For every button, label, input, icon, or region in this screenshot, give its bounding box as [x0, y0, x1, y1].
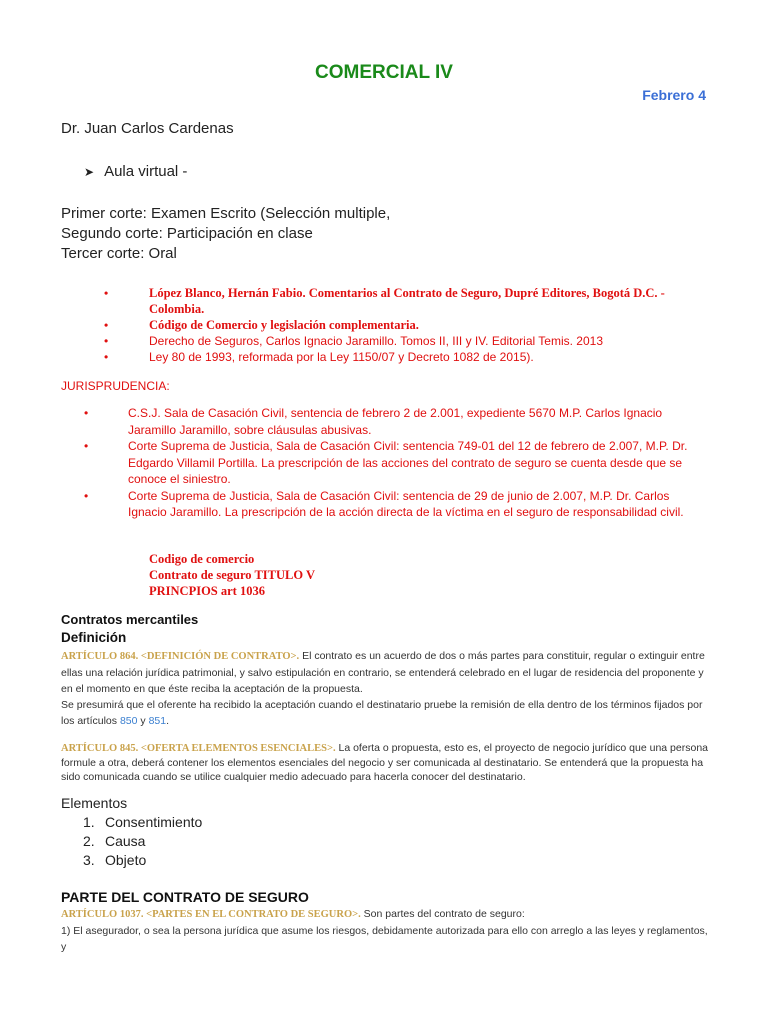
- codigo-block: [149, 551, 315, 599]
- article-851-link[interactable]: 851: [148, 715, 167, 727]
- article-text: Son partes del contrato de seguro:: [360, 908, 525, 920]
- reference-item: • López Blanco, Hernán Fabio. Comentarios al Contrato de Seguro, Dupré Editores, Bogotá D.C. - Colombia.: [104, 286, 665, 316]
- section-heading: PARTE DEL CONTRATO DE SEGURO: [61, 889, 309, 905]
- article-text: 1) El asegurador, o sea la persona jurídica que asume los riesgos, debidamente autorizada para ello con arreglo a las leyes y reglamentos, y: [61, 925, 708, 953]
- article-label: ARTÍCULO 1037. <PARTES EN EL CONTRATO DE SEGURO>.: [61, 909, 361, 920]
- jurisprudencia-item: • C.S.J. Sala de Casación Civil, sentencia de febrero 2 de 2.001, expediente 5670 M.P. Carlos Ignacio Jaramillo Jaramillo, sobre cláusulas abusivas.: [84, 406, 663, 437]
- article-850-link[interactable]: 850: [119, 715, 138, 727]
- codigo-line: Codigo de comercio: [149, 552, 255, 566]
- document-date: Febrero 4: [642, 87, 706, 103]
- jurisprudencia-list: [84, 405, 700, 521]
- article-845: [61, 741, 709, 784]
- elementos-heading: Elementos: [61, 795, 128, 811]
- article-text: La oferta o propuesta, esto es, el proyecto de negocio jurídico que una persona formule a otra, deberá contener los elementos esenciales del negocio y ser comunicada al destinatario. Se entenderá que la propuesta ha sido comunicada cuando se utilice cualquier medio adecuado para hacerla conocer del destinatario.: [61, 742, 708, 783]
- jurisprudencia-item: • Corte Suprema de Justicia, Sala de Casación Civil: sentencia 749-01 del 12 de febrero de 2.007, M.P. Dr. Edgardo Villamil Portilla. La prescripción de las acciones del contrato de seguro se cuenta desde que se conoce el siniestro.: [84, 439, 688, 486]
- list-item: 3. Objeto: [83, 852, 147, 868]
- arrow-bullet-icon: ➤: [84, 165, 95, 179]
- bullet-icon: •: [104, 350, 109, 364]
- aula-label: Aula virtual -: [104, 163, 188, 180]
- section-heading: Contratos mercantiles: [61, 612, 199, 627]
- elementos-list: [83, 813, 202, 870]
- reference-item: • Derecho de Seguros, Carlos Ignacio Jaramillo. Tomos II, III y IV. Editorial Temis. 2013: [104, 334, 603, 348]
- bullet-icon: •: [104, 318, 109, 332]
- jurisprudencia-heading: JURISPRUDENCIA:: [61, 379, 170, 393]
- article-text: Se presumirá que el oferente ha recibido la aceptación cuando el destinatario pruebe la remisión de ella dentro de los términos fijados por los artículos: [61, 699, 703, 727]
- reference-item: • Ley 80 de 1993, reformada por la Ley 1150/07 y Decreto 1082 de 2015).: [104, 350, 534, 364]
- bullet-icon: •: [104, 286, 109, 300]
- bullet-icon: •: [84, 488, 89, 503]
- bullet-icon: •: [84, 406, 89, 420]
- list-item: 1. Consentimiento: [83, 814, 203, 830]
- aula-item: [84, 163, 187, 181]
- jurisprudencia-item: • Corte Suprema de Justicia, Sala de Casación Civil: sentencia de 29 de junio de 2.007, M.P. Dr. Carlos Ignacio Jaramillo. La prescripción de la acción directa de la víctima en el seguro de responsabilidad civil.: [84, 488, 684, 519]
- bullet-icon: •: [84, 439, 89, 453]
- document-title: COMERCIAL IV: [315, 62, 453, 83]
- article-label: ARTÍCULO 845. <OFERTA ELEMENTOS ESENCIALES>.: [61, 743, 336, 754]
- bullet-icon: •: [104, 334, 109, 348]
- article-label: ARTÍCULO 864. <DEFINICIÓN DE CONTRATO>.: [61, 651, 300, 662]
- professor-name: Dr. Juan Carlos Cardenas: [61, 120, 234, 137]
- list-item: 2. Causa: [83, 833, 146, 849]
- article-1037: [61, 906, 709, 955]
- corte-2: Segundo corte: Participación en clase: [61, 225, 313, 242]
- section-subheading: Definición: [61, 630, 127, 645]
- corte-3: Tercer corte: Oral: [61, 245, 177, 262]
- codigo-line: PRINCPIOS art 1036: [149, 584, 265, 598]
- codigo-line: Contrato de seguro TITULO V: [149, 568, 315, 582]
- corte-1: Primer corte: Examen Escrito (Selección multiple,: [61, 205, 391, 222]
- article-864: ARTÍCULO 864. <DEFINICIÓN DE CONTRATO>. El contrato es un acuerdo de dos o más partes para constituir, regular o extinguir entre ellas una relación jurídica patrimonial, y salvo estipulación en contrario, se entenderá celebrado en el lugar de residencia del proponente y en el momento en que éste reciba la aceptación de la propuesta. Se presumirá que el oferente ha recibido la aceptación cuando el destinatario pruebe la remisión de ella dentro de los términos fijados por los artículos 850 y 851.: [61, 650, 705, 727]
- article-text: El contrato es un acuerdo de dos o más partes para constituir, regular o extinguir entre ellas una relación jurídica patrimonial, y salvo estipulación en contrario, se entenderá celebrado en el lugar de residencia del proponente y en el momento en que éste reciba la aceptación de la propuesta.: [61, 650, 705, 695]
- references-list: [104, 285, 694, 365]
- reference-item: • Código de Comercio y legislación complementaria.: [104, 318, 419, 332]
